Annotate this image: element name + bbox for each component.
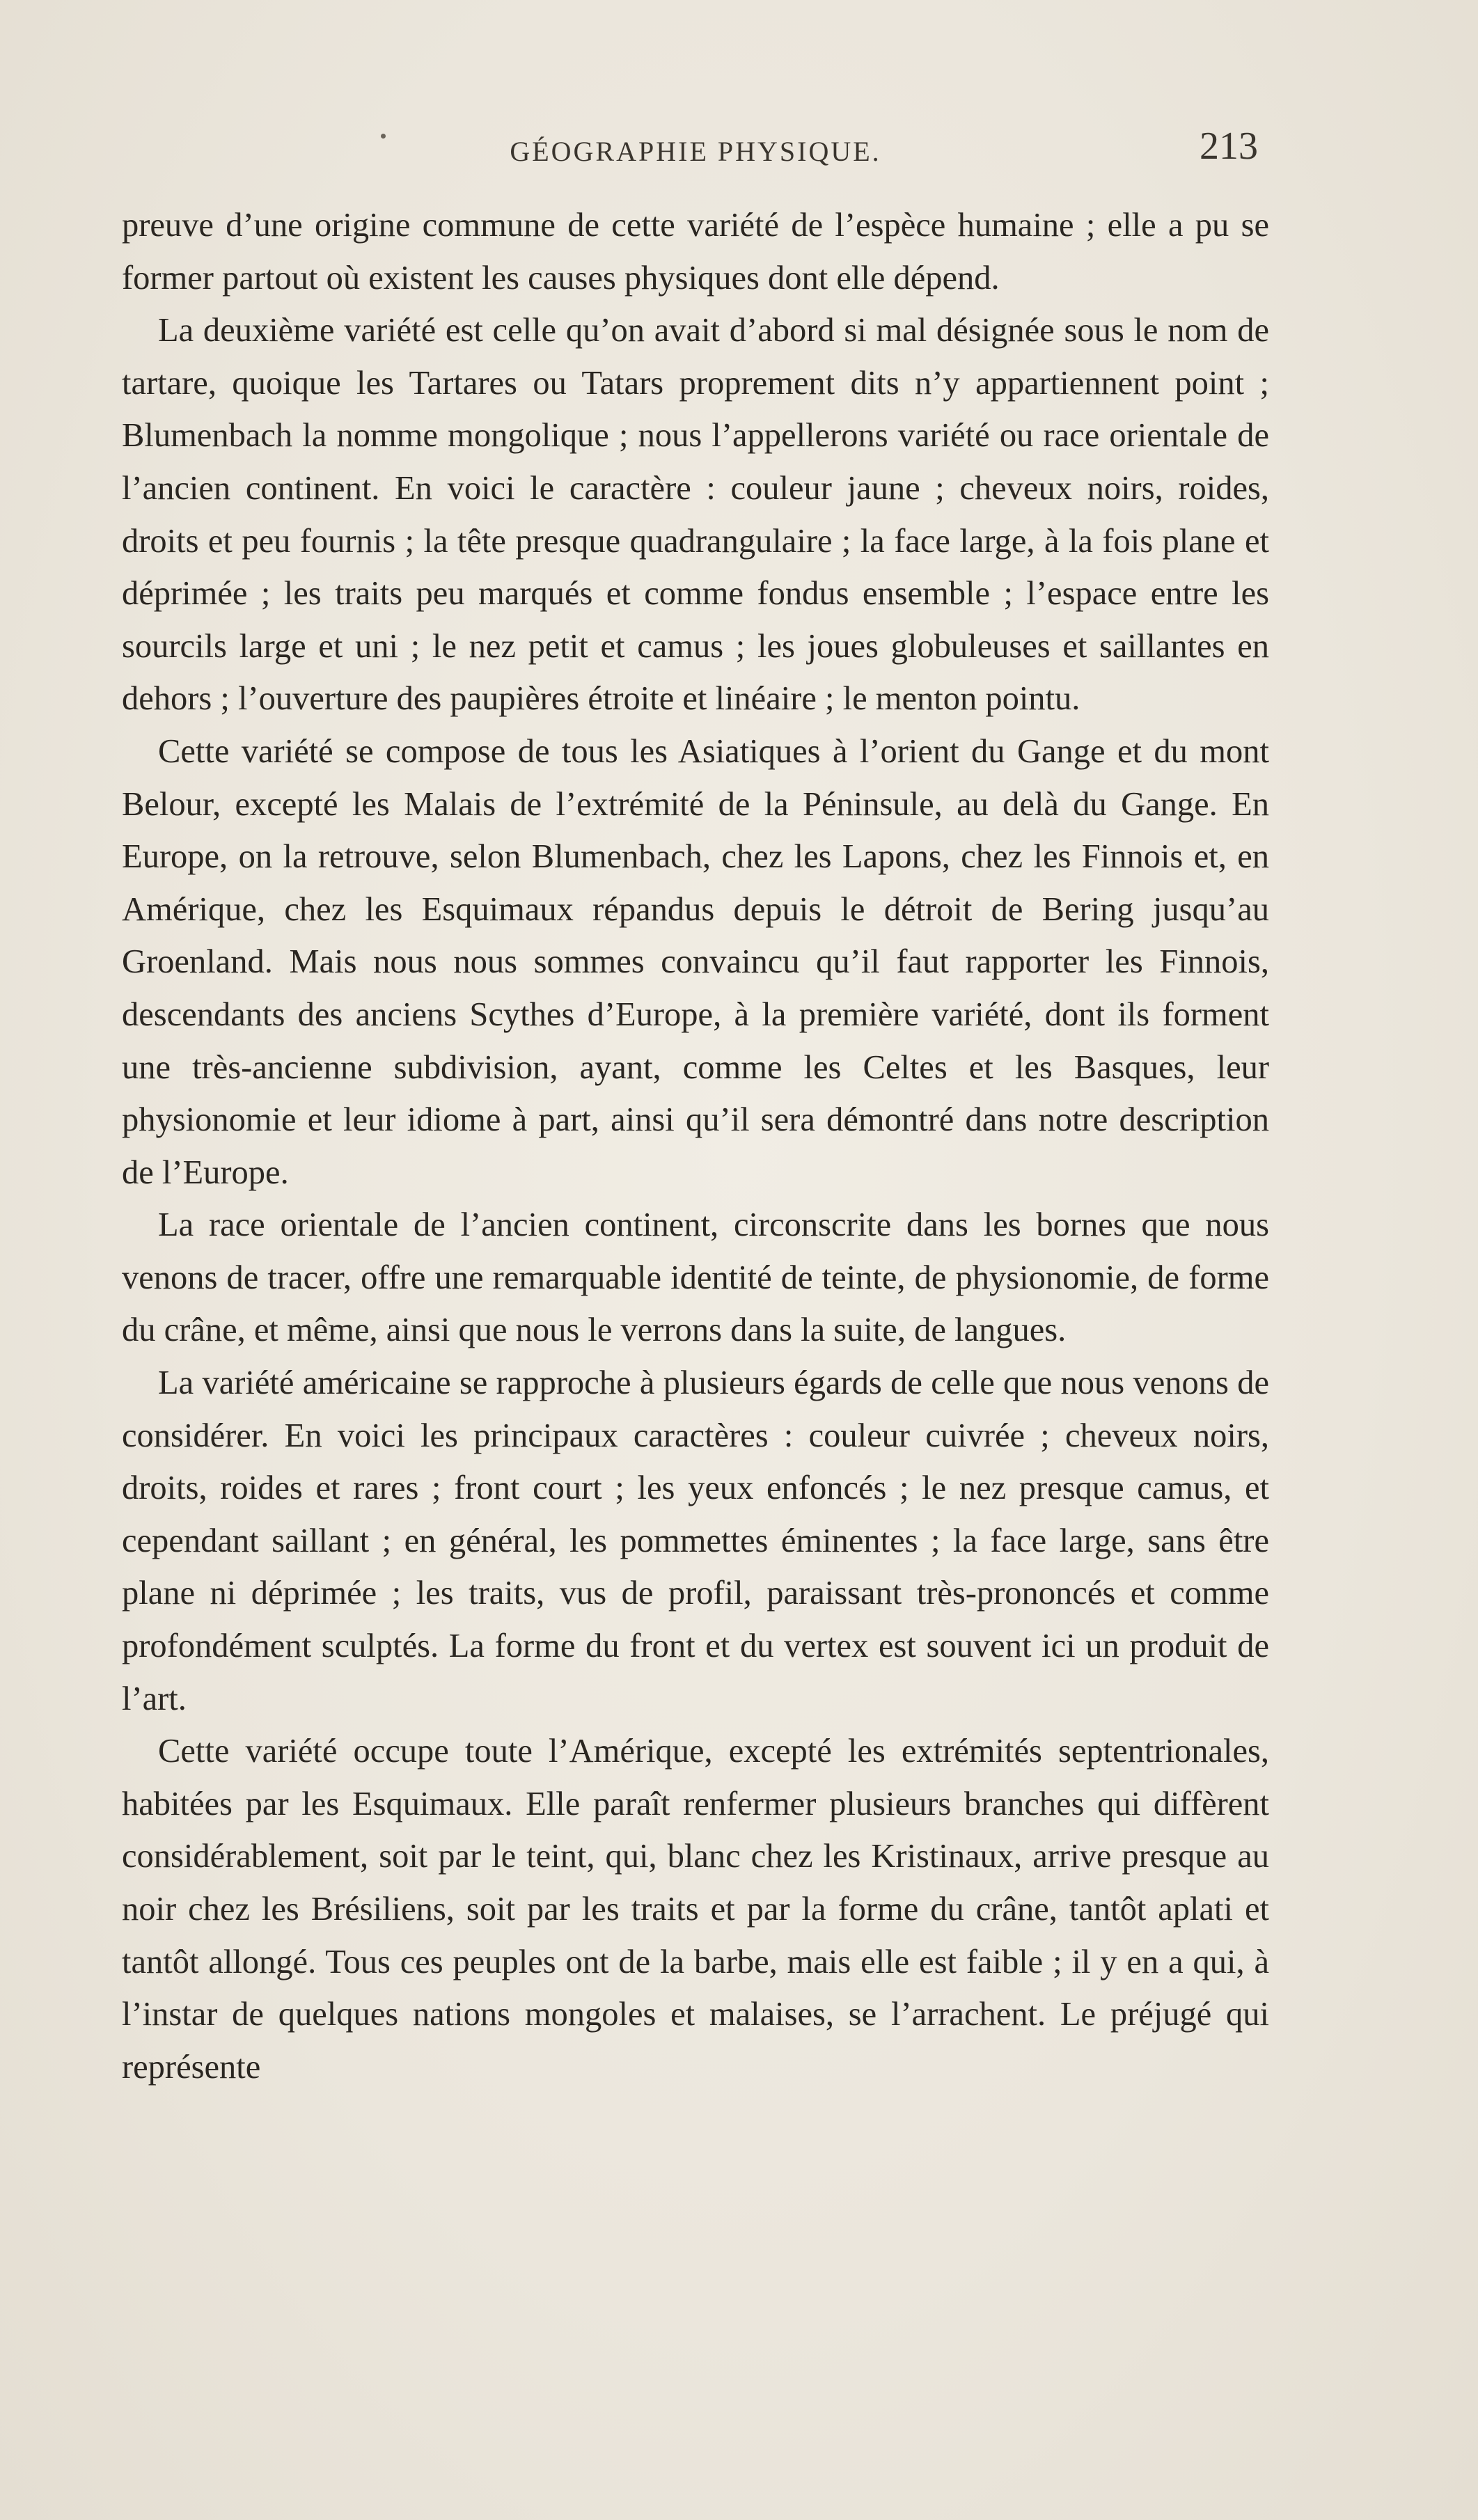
paragraph-6: Cette variété occupe toute l’Amérique, excepté les extrémités septentrionales, habitées par les Esquimaux. Elle paraît renfermer plusieurs branches qui diffèrent considérablement, soit par le teint, qui, blanc chez les Kristinaux, arrive presque au noir chez les Brésiliens, soit par les traits et par la forme du crâne, tantôt aplati et tantôt allongé. Tous ces peuples ont de la barbe, mais elle est faible ; il y en a qui, à l’instar de quelques nations mongoles et malaises, se l’arrachent. Le préjugé qui représente bbox=[122, 1733, 1269, 2086]
running-head: GÉOGRAPHIE PHYSIQUE. bbox=[510, 136, 881, 167]
print-speck bbox=[381, 134, 386, 139]
paragraph-2: La deuxième variété est celle qu’on avait d’abord si mal désignée sous le nom de tartare, quoique les Tartares ou Tatars proprement dits n’y appartiennent point ; Blumenbach la nomme mongolique ; nous l’appellerons variété ou race orientale de l’ancien continent. En voici le caractère : couleur jaune ; cheveux noirs, roides, droits et peu fournis ; la tête presque quadrangulaire ; la face large, à la fois plane et déprimée ; les traits peu marqués et comme fondus ensemble ; l’espace entre les sourcils large et uni ; le nez petit et camus ; les joues globuleuses et saillantes en dehors ; l’ouverture des paupières étroite et linéaire ; le menton pointu. bbox=[122, 312, 1269, 718]
paragraph-5: La variété américaine se rapproche à plusieurs égards de celle que nous venons de considérer. En voici les principaux caractères : couleur cuivrée ; cheveux noirs, droits, roides et rares ; front court ; les yeux enfoncés ; le nez presque camus, et cependant saillant ; en général, les pommettes éminentes ; la face large, sans être plane ni déprimée ; les traits, vus de profil, paraissant très-prononcés et comme profondément sculptés. La forme du front et du vertex est souvent ici un produit de l’art. bbox=[122, 1364, 1269, 1717]
paragraph-1: preuve d’une origine commune de cette variété de l’espèce humaine ; elle a pu se former partout où existent les causes physiques dont elle dépend. bbox=[122, 207, 1269, 297]
page-number: 213 bbox=[1200, 125, 1258, 168]
paragraph-3: Cette variété se compose de tous les Asiatiques à l’orient du Gange et du mont Belour, excepté les Malais de l’extrémité de la Péninsule, au delà du Gange. En Europe, on la retrouve, selon Blumenbach, chez les Lapons, chez les Finnois et, en Amérique, chez les Esquimaux répandus depuis le détroit de Bering jusqu’au Groenland. Mais nous nous sommes convaincu qu’il faut rapporter les Finnois, descendants des anciens Scythes d’Europe, à la première variété, dont ils forment une très-ancienne subdivision, ayant, comme les Celtes et les Basques, leur physionomie et leur idiome à part, ainsi qu’il sera démontré dans notre description de l’Europe. bbox=[122, 732, 1269, 1191]
page-header bbox=[122, 123, 1269, 178]
paragraph-4: La race orientale de l’ancien continent, circonscrite dans les bornes que nous venons de tracer, offre une remarquable identité de teinte, de physionomie, de forme du crâne, et même, ainsi que nous le verrons dans la suite, de langues. bbox=[122, 1206, 1269, 1349]
body-text bbox=[122, 199, 1269, 2093]
